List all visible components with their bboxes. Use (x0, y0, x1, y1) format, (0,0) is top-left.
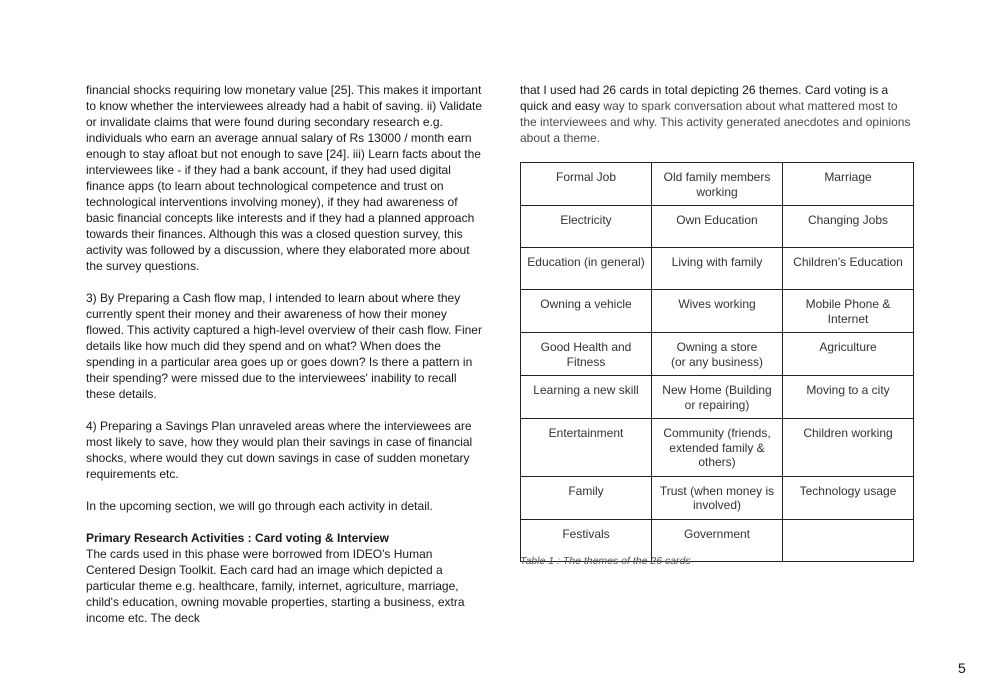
paragraph-savings-plan: 4) Preparing a Savings Plan unraveled areas where the interviewees are most likely to save, how they would plan their savings in case of financial shocks, where would they cut down savings in case of sudden monetary requirements etc. (86, 419, 473, 481)
paragraph-card-voting (520, 82, 914, 146)
section-heading: Primary Research Activities : Card voting & Interview (86, 531, 389, 545)
card-voting-text-gray: way to spark conversation about what mattered most to the interviewees and why. This activity generated anecdotes and opinions about a theme. (520, 99, 911, 145)
table-cell: Changing Jobs (783, 206, 914, 248)
table-cell: Old family members working (652, 163, 783, 206)
table-cell: Children's Education (783, 248, 914, 290)
table-row (521, 206, 914, 248)
table-cell: Community (friends, extended family & others) (652, 419, 783, 477)
table-cell: Children working (783, 419, 914, 477)
table-cell: Owning a store (or any business) (652, 333, 783, 376)
paragraph-savings-habit: financial shocks requiring low monetary value [25]. This makes it important to know whether the interviewees already had a habit of saving. ii) Validate or invalidate claims that were found during secondary research e.g. individuals who earn an average annual salary of Rs 13000 / month earn enough to stay afloat but not enough to save [24]. iii) Learn facts about the interviewees like - if they had a bank account, if they had used digital finance apps (to learn about technological competence and trust on technological interventions involving money), if they had awareness of basic financial concepts like interests and if they had a planned approach towards their finances. Although this was a closed question survey, this activity was followed by a discussion, where they elaborated more about the survey questions. (86, 83, 483, 273)
table-row (521, 476, 914, 519)
themes-table (520, 162, 914, 562)
table-cell: Trust (when money is involved) (652, 476, 783, 519)
paragraph-upcoming-section: In the upcoming section, we will go through each activity in detail. (86, 499, 433, 513)
table-cell: Wives working (652, 290, 783, 333)
left-text-column (86, 82, 482, 626)
table-cell: Learning a new skill (521, 376, 652, 419)
page-number: 5 (958, 660, 966, 676)
paragraph-cash-flow-map: 3) By Preparing a Cash flow map, I intended to learn about where they currently spent their money and their awareness of how their money flowed. This activity captured a high-level overview of their cash flow. Finer details like how much did they spend and on what? When does the spending in a particular area goes up or goes down? Is there a pattern in their spending? were missed due to the interviewees' inability to recall these details. (86, 291, 482, 401)
table-cell: Own Education (652, 206, 783, 248)
table-cell: Formal Job (521, 163, 652, 206)
table-row (521, 376, 914, 419)
table-cell (783, 519, 914, 561)
table-cell: Agriculture (783, 333, 914, 376)
table-cell: Mobile Phone & Internet (783, 290, 914, 333)
table-cell: Marriage (783, 163, 914, 206)
table-cell: Education (in general) (521, 248, 652, 290)
table-row (521, 248, 914, 290)
table-cell: Festivals (521, 519, 652, 561)
table-cell: Electricity (521, 206, 652, 248)
table-cell: Owning a vehicle (521, 290, 652, 333)
table-cell: Government (652, 519, 783, 561)
table-cell: Good Health and Fitness (521, 333, 652, 376)
table-cell: Entertainment (521, 419, 652, 477)
table-row (521, 163, 914, 206)
table-cell: Moving to a city (783, 376, 914, 419)
table-cell: Family (521, 476, 652, 519)
table-row (521, 419, 914, 477)
right-text-column (520, 82, 914, 146)
table-caption: Table 1 : The themes of the 26 cards (520, 555, 691, 567)
table-cell: Technology usage (783, 476, 914, 519)
paragraph-card-deck: The cards used in this phase were borrowed from IDEO's Human Centered Design Toolkit. Each card had an image which depicted a particular theme e.g. healthcare, family, internet, agriculture, marriage, child's education, owning movable properties, starting a business, extra income etc. The deck (86, 547, 465, 625)
table-row (521, 333, 914, 376)
table-cell: Living with family (652, 248, 783, 290)
card-voting-text-dark: that I used had 26 cards in total depicting 26 themes. Card voting is a quick and easy (520, 83, 889, 113)
table-cell: New Home (Building or repairing) (652, 376, 783, 419)
table-row (521, 290, 914, 333)
